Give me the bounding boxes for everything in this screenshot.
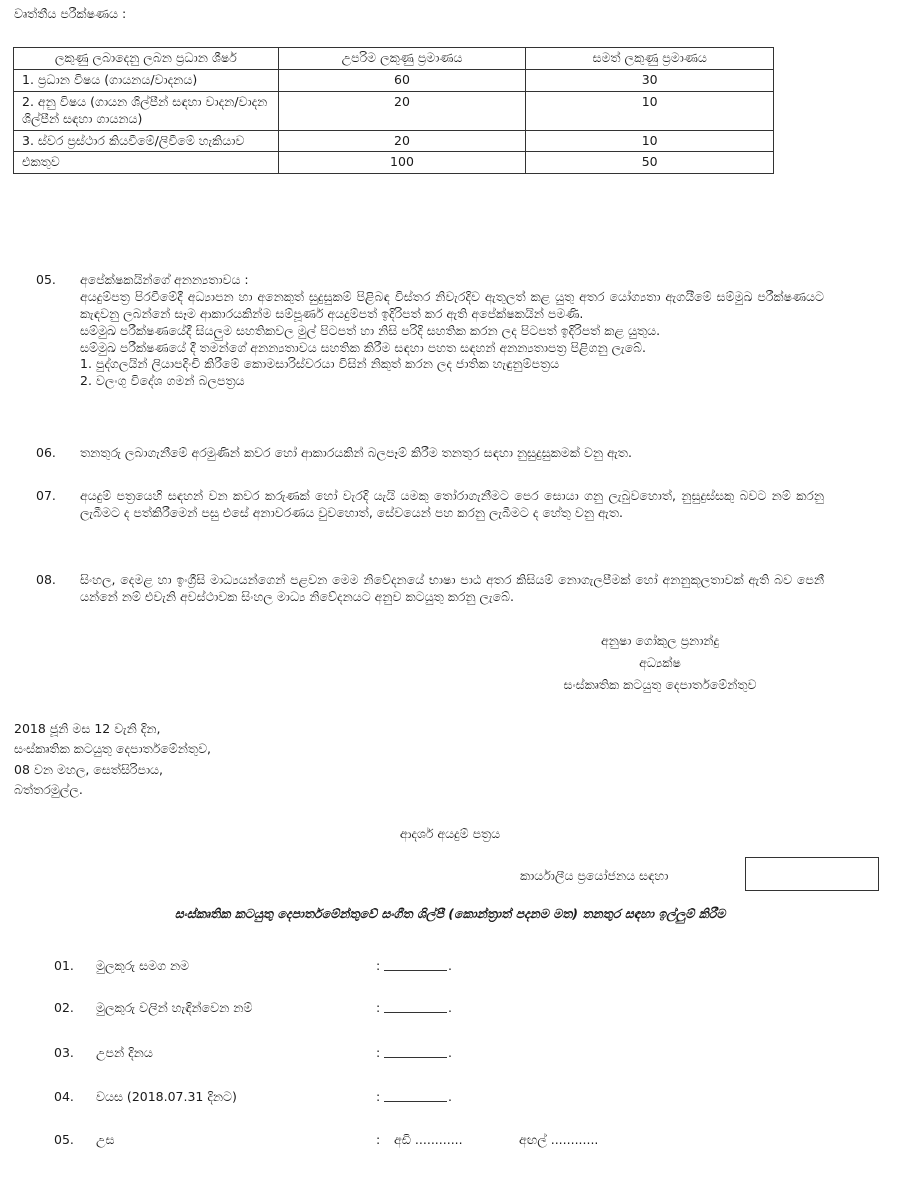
max-marks-cell: 20	[278, 91, 526, 130]
field-colon: :	[376, 958, 381, 973]
model-application-title: ආදර්ශ අයදුම් පත්‍රය	[399, 826, 501, 841]
header-pass-marks: සමත් ලකුණු ප්‍රමාණය	[526, 48, 774, 70]
height-feet-field[interactable]: අඩි ............	[394, 1132, 463, 1147]
pass-marks-cell: 10	[526, 91, 774, 130]
height-inches-field[interactable]: අඟල් ............	[519, 1132, 599, 1147]
max-marks-cell: 20	[278, 130, 526, 152]
form-field-name-by-initials	[54, 1000, 854, 1020]
field-label: උපන් දිනය	[96, 1045, 153, 1060]
field-number: 01.	[54, 958, 74, 973]
address-line: බත්තරමුල්ල.	[14, 782, 83, 798]
field-label: උස	[96, 1132, 115, 1147]
list-item: 1. පුද්ගලයින් ලියාපදිංචි කිරීමේ කොමසාරිස්වරයා විසින් නිකුත් කරන ලද ජාතික හැඳුනුම්පත්‍රය	[80, 356, 560, 372]
field-end: .	[448, 1089, 452, 1104]
section-number: 08.	[36, 572, 56, 587]
form-field-full-name	[54, 958, 854, 978]
office-use-box	[745, 857, 879, 891]
total-max-cell: 100	[278, 152, 526, 174]
field-number: 03.	[54, 1045, 74, 1060]
form-field-date-of-birth	[54, 1045, 854, 1065]
field-end: .	[448, 1045, 452, 1060]
table-row	[14, 69, 774, 91]
field-colon: :	[376, 1000, 381, 1015]
subject-cell: 1. ප්‍රධාන විෂය (ගායනය/වාදනය)	[14, 69, 279, 91]
subject-cell: 3. ස්වර ප්‍රස්ථාර කියවීමේ/ලිවීමේ හැකියාව	[14, 130, 279, 152]
section-07	[36, 488, 824, 522]
date-address-block	[14, 719, 211, 801]
signature-block	[480, 630, 840, 696]
max-marks-cell: 60	[278, 69, 526, 91]
paragraph: අයදුම්පත්‍ර පිරවීමේදී අධ්‍යාපන හා අනෙකුත් සුදුසුකම් පිළිබඳ විස්තර නිවැරදිව ඇතුලත් කළ යුතු අතර යෝග්‍යතා ඇගයීමේ සම්මුඛ පරීක්ෂණයට කැඳවනු ලබන්නේ සෑම ආකාරයකින්ම සම්පූර්ණ අයදුම්පත් ඉදිරිපත් කර ඇති අපේක්ෂකයින් පමණි.	[80, 288, 824, 321]
paragraph: සම්මුඛ පරීක්ෂණයේ දී තමන්ගේ අනන්‍යතාවය සහතික කිරීම සඳහා පහත සඳහන් අනන්‍යතාපත්‍ර පිළිගනු ලැබේ.	[80, 339, 647, 355]
section-number: 05.	[36, 272, 56, 287]
total-pass-cell: 50	[526, 152, 774, 174]
field-end: .	[448, 1000, 452, 1015]
signatory-name: අනුෂා ගෝකුල ප්‍රනාන්දු	[600, 633, 720, 648]
field-colon: :	[376, 1045, 381, 1060]
form-field-height	[54, 1132, 854, 1152]
field-colon: :	[376, 1089, 381, 1104]
header-main-subjects: ලකුණු ලබාදෙනු ලබන ප්‍රධාන ශීර්ෂ	[14, 48, 279, 70]
table-row	[14, 91, 774, 130]
total-label-cell: එකතුව	[14, 152, 279, 174]
header-max-marks: උපරිම ලකුණු ප්‍රමාණය	[278, 48, 526, 70]
fill-in-line[interactable]	[384, 1101, 447, 1102]
field-number: 02.	[54, 1000, 74, 1015]
address-line: සංස්කෘතික කටයුතු දෙපාර්තමේන්තුව,	[14, 741, 212, 757]
table-row	[14, 130, 774, 152]
table-header-row	[14, 48, 774, 70]
field-end: .	[448, 958, 452, 973]
field-label: මුලකුරු වලින් හැඳින්වෙන නම්	[96, 1000, 253, 1015]
field-colon: :	[376, 1132, 381, 1147]
field-number: 05.	[54, 1132, 74, 1147]
subject-cell: 2. අනු විෂය (ගායන ශිල්පීන් සඳහා වාදන/වාදන ශිල්පීන් සඳහා ගායනය)	[14, 91, 279, 130]
pass-marks-cell: 10	[526, 130, 774, 152]
field-label: මුලකුරු සමග නම	[96, 958, 190, 973]
marks-table	[13, 47, 774, 174]
table-total-row	[14, 152, 774, 174]
address-line: 08 වන මහල, සෙත්සිරිපාය,	[14, 761, 164, 777]
practical-test-title: වෘත්තීය පරීක්ෂණය :	[14, 6, 127, 21]
section-heading: අපේක්ෂකයින්ගේ අනන්‍යතාවය :	[80, 272, 249, 287]
fill-in-line[interactable]	[384, 1057, 447, 1058]
office-use-label: කාර්යාලීය ප්‍රයෝජනය සඳහා	[520, 868, 669, 883]
fill-in-line[interactable]	[384, 1012, 447, 1013]
date-line: 2018 ජූනි මස 12 වැනි දින,	[14, 721, 161, 736]
section-number: 06.	[36, 445, 56, 460]
list-item: 2. වලංගු විදේශ ගමන් බලපත්‍රය	[80, 373, 245, 389]
section-08	[36, 572, 824, 606]
field-number: 04.	[54, 1089, 74, 1104]
application-heading: සංස්කෘතික කටයුතු දෙපාර්තමේන්තුවේ සංගීත ශිල්පී (කොන්ත්‍රාත් පදනම මත) තනතුර සඳහා ඉල්ලුම් කිරීම	[174, 906, 726, 921]
form-field-age	[54, 1089, 854, 1109]
section-body: අයදුම් පත්‍රයෙහි සඳහන් වන කවර කරුණක් හෝ වැරදි යැයි යමකු තෝරාගැනීමට පෙර සොයා ගනු ලැබුවහොත්, නුසුදුස්සකු බවට නම් කරනු ලැබීමට ද පත්කිරීමෙන් පසු එසේ අනාවරණය වුවහොත්, සේවයෙන් පහ කරනු ලැබීමට ද හේතු වනු ඇත.	[80, 488, 824, 520]
section-05	[36, 272, 824, 390]
section-body: සිංහල, දෙමළ හා ඉංග්‍රීසි මාධ්‍යයන්ගෙන් පළවන මෙම නිවේදනයේ භාෂා පාඨ අතර කිසියම් නොගැලපීමක් හෝ අනනුකූලතාවක් ඇති බව පෙනී යන්නේ නම් එවැනි අවස්ථාවක සිංහල මාධ්‍ය නිවේදනයට අනුව කටයුතු කරනු ලැබේ.	[80, 572, 824, 604]
section-number: 07.	[36, 488, 56, 503]
field-label: වයස (2018.07.31 දිනට)	[96, 1089, 237, 1104]
paragraph: සම්මුඛ පරීක්ෂණයේදී සියලුම සහතිකවල මුල් පිටපත් හා නිසි පරිදි සහතික කරන ලද පිටපත් ඉදිරිපත් කළ යුතුය.	[80, 322, 661, 338]
fill-in-line[interactable]	[384, 970, 447, 971]
section-body: තනතුරු ලබාගැනීමේ අරමුණින් කවර හෝ ආකාරයකින් බලපෑම් කිරීම තනතුර සඳහා නුසුදුසුකමක් වනු ඇත.	[80, 445, 632, 460]
signatory-title: අධ්‍යක්ෂ	[639, 654, 681, 670]
section-06	[36, 445, 824, 462]
section-body	[80, 272, 824, 390]
signatory-department: සංස්කෘතික කටයුතු දෙපාර්තමේන්තුව	[563, 676, 757, 692]
pass-marks-cell: 30	[526, 69, 774, 91]
